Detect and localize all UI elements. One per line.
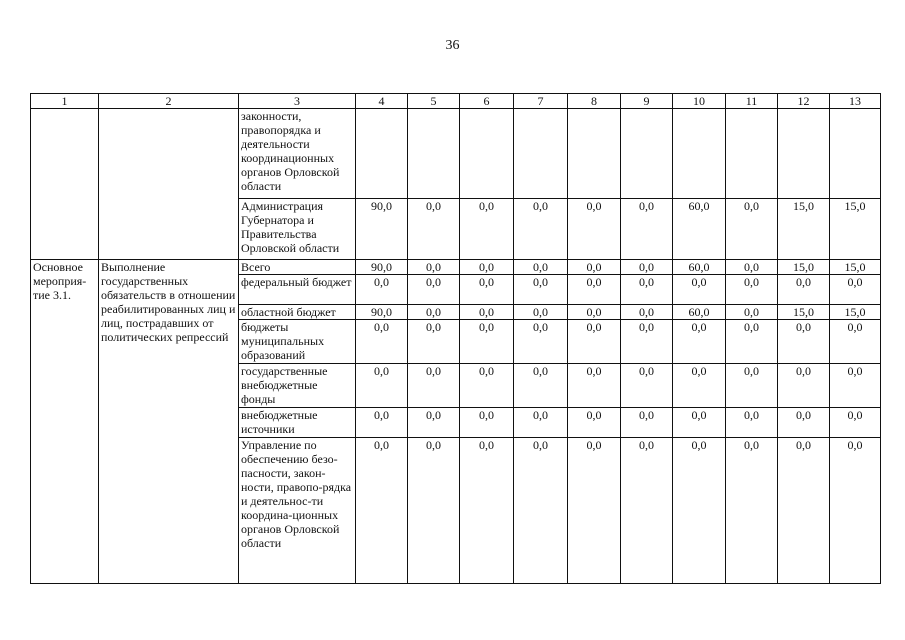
- value-cell: 0,0: [568, 260, 621, 275]
- header-cell: 6: [460, 94, 514, 109]
- value-cell: 0,0: [726, 438, 778, 584]
- value-cell: 0,0: [514, 364, 568, 408]
- value-cell: 0,0: [673, 320, 726, 364]
- value-cell: 0,0: [621, 364, 673, 408]
- value-cell: 0,0: [621, 408, 673, 438]
- value-cell: 0,0: [408, 275, 460, 305]
- value-cell: 0,0: [408, 408, 460, 438]
- header-cell: 8: [568, 94, 621, 109]
- value-cell: 0,0: [356, 364, 408, 408]
- value-cell: 0,0: [408, 320, 460, 364]
- value-cell: 0,0: [460, 199, 514, 260]
- value-cell: 0,0: [621, 199, 673, 260]
- header-cell: 9: [621, 94, 673, 109]
- value-cell: 0,0: [460, 275, 514, 305]
- budget-table: [30, 93, 881, 584]
- value-cell: [356, 109, 408, 199]
- value-cell: 90,0: [356, 305, 408, 320]
- value-cell: 0,0: [778, 364, 830, 408]
- value-cell: 15,0: [830, 260, 881, 275]
- value-cell: 15,0: [830, 199, 881, 260]
- value-cell: 0,0: [621, 275, 673, 305]
- value-cell: 0,0: [356, 320, 408, 364]
- value-cell: [726, 109, 778, 199]
- value-cell: 0,0: [726, 408, 778, 438]
- value-cell: 0,0: [726, 260, 778, 275]
- source-cell: государственные внебюджетные фонды: [239, 364, 356, 408]
- value-cell: 0,0: [568, 438, 621, 584]
- header-cell: 13: [830, 94, 881, 109]
- value-cell: 0,0: [621, 320, 673, 364]
- value-cell: 0,0: [726, 305, 778, 320]
- value-cell: 60,0: [673, 305, 726, 320]
- header-cell: 11: [726, 94, 778, 109]
- value-cell: 0,0: [726, 364, 778, 408]
- value-cell: 90,0: [356, 260, 408, 275]
- value-cell: 0,0: [726, 275, 778, 305]
- value-cell: 0,0: [673, 364, 726, 408]
- value-cell: [830, 109, 881, 199]
- value-cell: 0,0: [460, 438, 514, 584]
- value-cell: 0,0: [568, 408, 621, 438]
- source-cell: Всего: [239, 260, 356, 275]
- value-cell: 0,0: [408, 364, 460, 408]
- value-cell: [673, 109, 726, 199]
- value-cell: 0,0: [830, 438, 881, 584]
- table-row: [31, 109, 881, 199]
- value-cell: 0,0: [621, 438, 673, 584]
- value-cell: 0,0: [514, 438, 568, 584]
- value-cell: 0,0: [726, 320, 778, 364]
- value-cell: 90,0: [356, 199, 408, 260]
- value-cell: 15,0: [778, 199, 830, 260]
- header-row: [31, 94, 881, 109]
- value-cell: [621, 109, 673, 199]
- measure-name: Выполнение государственных обязательств в отношении реабилитированных лиц и лиц, пострадавших от политических репрессий: [99, 260, 239, 584]
- value-cell: 0,0: [460, 408, 514, 438]
- value-cell: 15,0: [778, 305, 830, 320]
- value-cell: 0,0: [408, 305, 460, 320]
- value-cell: [514, 109, 568, 199]
- value-cell: 0,0: [673, 438, 726, 584]
- name-cell: [99, 109, 239, 260]
- value-cell: 0,0: [830, 408, 881, 438]
- value-cell: 0,0: [830, 364, 881, 408]
- header-cell: 1: [31, 94, 99, 109]
- value-cell: 0,0: [356, 275, 408, 305]
- value-cell: 0,0: [460, 260, 514, 275]
- value-cell: 0,0: [778, 438, 830, 584]
- value-cell: 0,0: [514, 320, 568, 364]
- value-cell: 0,0: [514, 305, 568, 320]
- value-cell: 15,0: [830, 305, 881, 320]
- value-cell: 0,0: [568, 305, 621, 320]
- header-cell: 3: [239, 94, 356, 109]
- value-cell: [408, 109, 460, 199]
- header-cell: 10: [673, 94, 726, 109]
- value-cell: 0,0: [673, 275, 726, 305]
- header-cell: 2: [99, 94, 239, 109]
- value-cell: 0,0: [726, 199, 778, 260]
- value-cell: 0,0: [356, 408, 408, 438]
- value-cell: 0,0: [778, 320, 830, 364]
- value-cell: 0,0: [621, 305, 673, 320]
- header-cell: 5: [408, 94, 460, 109]
- source-cell: внебюджетные источники: [239, 408, 356, 438]
- value-cell: 0,0: [778, 408, 830, 438]
- value-cell: 0,0: [460, 305, 514, 320]
- source-cell: федеральный бюджет: [239, 275, 356, 305]
- value-cell: 60,0: [673, 260, 726, 275]
- header-cell: 4: [356, 94, 408, 109]
- value-cell: 0,0: [778, 275, 830, 305]
- value-cell: 0,0: [621, 260, 673, 275]
- value-cell: 0,0: [830, 320, 881, 364]
- source-cell: Администрация Губернатора и Правительства Орловской области: [239, 199, 356, 260]
- value-cell: 0,0: [460, 364, 514, 408]
- value-cell: 0,0: [673, 408, 726, 438]
- header-cell: 12: [778, 94, 830, 109]
- value-cell: 0,0: [460, 320, 514, 364]
- code-cell: [31, 109, 99, 260]
- measure-code: Основное мероприя-тие 3.1.: [31, 260, 99, 584]
- value-cell: 60,0: [673, 199, 726, 260]
- source-cell: бюджеты муниципальных образований: [239, 320, 356, 364]
- value-cell: [778, 109, 830, 199]
- value-cell: 0,0: [408, 438, 460, 584]
- value-cell: 0,0: [568, 320, 621, 364]
- value-cell: 0,0: [514, 260, 568, 275]
- value-cell: 0,0: [568, 364, 621, 408]
- value-cell: 0,0: [830, 275, 881, 305]
- value-cell: 0,0: [356, 438, 408, 584]
- value-cell: 0,0: [514, 199, 568, 260]
- value-cell: [460, 109, 514, 199]
- value-cell: 15,0: [778, 260, 830, 275]
- header-cell: 7: [514, 94, 568, 109]
- value-cell: 0,0: [514, 408, 568, 438]
- value-cell: 0,0: [408, 199, 460, 260]
- value-cell: 0,0: [568, 275, 621, 305]
- source-cell: областной бюджет: [239, 305, 356, 320]
- page-number: 36: [445, 38, 460, 53]
- source-cell: Управление по обеспечению безо-пасности, закон-ности, правопо-рядка и деятельнос-ти координа-ционных органов Орловской области: [239, 438, 356, 584]
- value-cell: 0,0: [514, 275, 568, 305]
- value-cell: [568, 109, 621, 199]
- value-cell: 0,0: [408, 260, 460, 275]
- table-row: [31, 260, 881, 275]
- source-cell: законности, правопорядка и деятельности координационных органов Орловской области: [239, 109, 356, 199]
- value-cell: 0,0: [568, 199, 621, 260]
